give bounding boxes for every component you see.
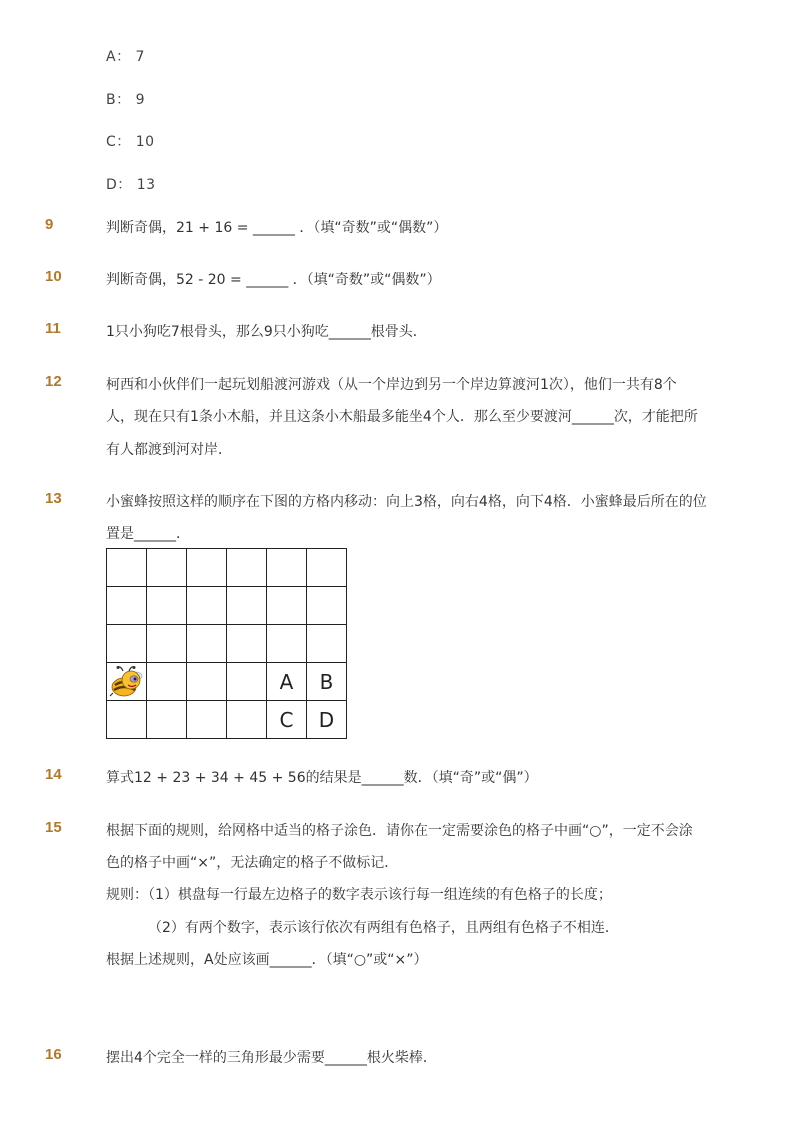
grid-cell <box>107 701 147 739</box>
grid-cell-d: D <box>307 701 347 739</box>
option-value: 9 <box>135 92 145 108</box>
grid-cell <box>227 701 267 739</box>
question-number-14: 14 <box>45 766 62 783</box>
question-13-line-1: 小蜜蜂按照这样的顺序在下图的方格内移动：向上3格，向右4格，向下4格．小蜜蜂最后所在的位 <box>106 494 707 510</box>
question-15-rule-1: 规则：（1）棋盘每一行最左边格子的数字表示该行每一组连续的有色格子的长度； <box>106 887 612 903</box>
grid-cell-c: C <box>267 701 307 739</box>
grid-cell <box>187 701 227 739</box>
question-12-line-1: 柯西和小伙伴们一起玩划船渡河游戏（从一个岸边到另一个岸边算渡河1次），他们一共有8个 <box>106 377 677 393</box>
question-12-line-2: 人，现在只有1条小木船，并且这条小木船最多能坐4个人．那么至少要渡河______次，才能把所 <box>106 409 698 425</box>
grid-cell <box>227 587 267 625</box>
option-d <box>106 174 156 194</box>
grid-cell <box>267 587 307 625</box>
question-15-line-5: 根据上述规则，A处应该画______．（填“○”或“×”） <box>106 952 428 968</box>
grid-cell <box>107 549 147 587</box>
grid-cell <box>107 587 147 625</box>
grid-row <box>107 625 347 663</box>
grid-cell <box>267 625 307 663</box>
bee-movement-grid <box>106 548 347 739</box>
question-number-15: 15 <box>45 819 62 836</box>
bee-icon <box>109 665 145 699</box>
grid-row <box>107 663 347 701</box>
grid-cell <box>307 549 347 587</box>
grid-cell <box>227 549 267 587</box>
grid-cell <box>147 549 187 587</box>
option-value: 10 <box>135 134 155 150</box>
option-label: D： <box>106 177 132 193</box>
question-number-9: 9 <box>45 216 54 233</box>
grid-cell <box>227 663 267 701</box>
option-c <box>106 131 155 151</box>
grid-row <box>107 549 347 587</box>
grid-cell <box>147 701 187 739</box>
grid-cell <box>147 587 187 625</box>
option-label: A： <box>106 49 131 65</box>
grid-row <box>107 701 347 739</box>
question-number-11: 11 <box>45 320 61 337</box>
grid-cell <box>187 549 227 587</box>
option-label: B： <box>106 92 131 108</box>
grid-cell <box>227 625 267 663</box>
grid-cell <box>307 625 347 663</box>
question-16-text: 摆出4个完全一样的三角形最少需要______根火柴棒． <box>106 1050 437 1066</box>
question-14-text: 算式12 + 23 + 34 + 45 + 56的结果是______数．（填“奇”或“偶”） <box>106 770 538 786</box>
question-number-12: 12 <box>45 373 62 390</box>
question-12-line-3: 有人都渡到河对岸． <box>106 442 232 458</box>
grid-cell <box>107 625 147 663</box>
question-number-13: 13 <box>45 490 62 507</box>
question-9-text: 判断奇偶，21 + 16 = ______ ．（填“奇数”或“偶数”） <box>106 220 448 236</box>
grid-cell <box>187 625 227 663</box>
option-value: 13 <box>136 177 156 193</box>
option-b <box>106 89 145 109</box>
question-11-text: 1只小狗吃7根骨头，那么9只小狗吃______根骨头． <box>106 324 427 340</box>
question-number-10: 10 <box>45 268 62 285</box>
question-13-line-2: 置是______． <box>106 526 190 542</box>
question-15-rule-2: （2）有两个数字，表示该行依次有两组有色格子，且两组有色格子不相连． <box>148 920 619 936</box>
grid-cell <box>187 587 227 625</box>
question-10-text: 判断奇偶，52 - 20 = ______ ．（填“奇数”或“偶数”） <box>106 272 441 288</box>
grid-cell <box>187 663 227 701</box>
grid-cell-a: A <box>267 663 307 701</box>
grid-cell <box>267 549 307 587</box>
option-value: 7 <box>135 49 145 65</box>
question-number-16: 16 <box>45 1046 62 1063</box>
grid-cell <box>147 663 187 701</box>
grid-cell <box>307 587 347 625</box>
grid-cell <box>147 625 187 663</box>
question-15-line-2: 色的格子中画“×”，无法确定的格子不做标记． <box>106 855 399 871</box>
grid-cell-b: B <box>307 663 347 701</box>
grid-row <box>107 587 347 625</box>
option-a <box>106 46 145 66</box>
option-label: C： <box>106 134 131 150</box>
question-15-line-1: 根据下面的规则，给网格中适当的格子涂色．请你在一定需要涂色的格子中画“○”，一定不会涂 <box>106 823 693 839</box>
grid-cell-bee <box>107 663 147 701</box>
